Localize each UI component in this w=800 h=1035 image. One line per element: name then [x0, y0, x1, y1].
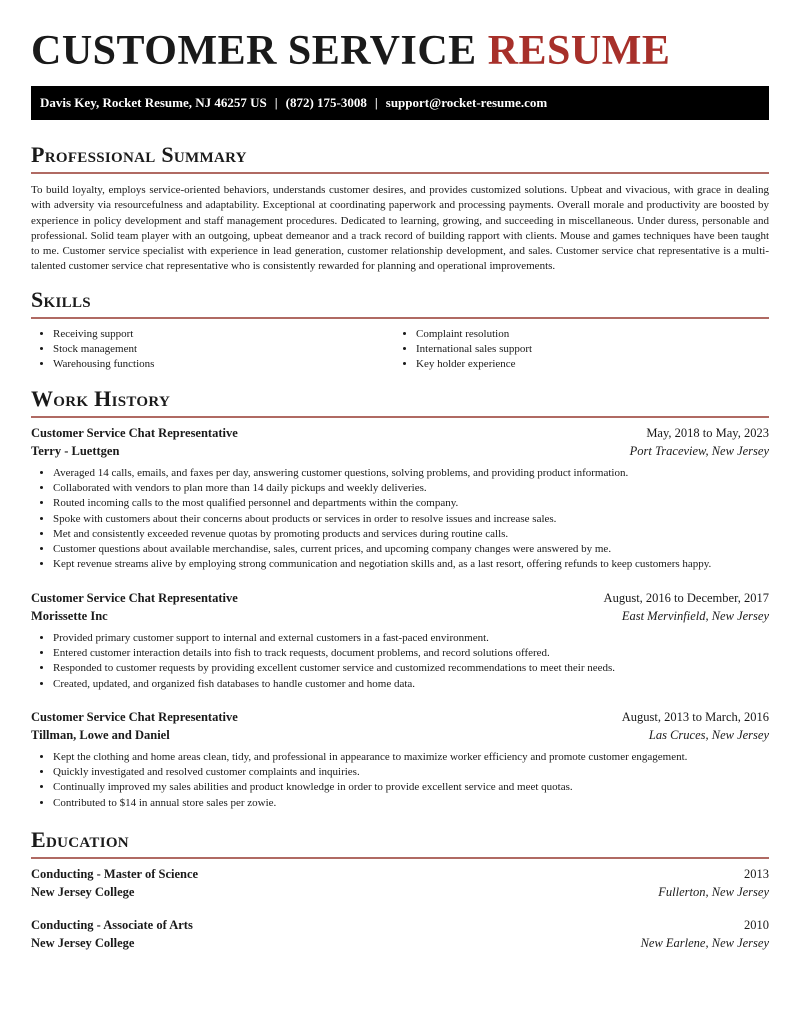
job-bullets [31, 631, 769, 692]
job-bullet: • Responded to customer requests by providing excellent customer service and customized recommendations to meet their needs. [53, 661, 769, 676]
skill-item: • Stock management [53, 342, 394, 357]
job-bullet: • Entered customer interaction details into fish to track requests, document problems, and record solutions offered. [53, 646, 769, 661]
job-title: Customer Service Chat Representative [31, 426, 238, 440]
section-divider [31, 172, 769, 174]
job-company: Morissette Inc [31, 608, 108, 623]
skills-list-right [394, 327, 757, 373]
job-location: Las Cruces, New Jersey [648, 727, 769, 742]
job-bullet: • Kept revenue streams alive by employing strong communication and negotiation skills and, as a last resort, offering refunds to keep customers happy. [53, 557, 769, 572]
contact-separator: | [274, 95, 278, 110]
skill-item: • Complaint resolution [416, 327, 757, 342]
job-bullet: • Created, updated, and organized fish databases to handle customer and home data. [53, 677, 769, 692]
job-entry [31, 709, 769, 811]
summary-text: To build loyalty, employs service-oriented behaviors, understands customer desires, and provides customized solutions. Upbeat and vivacious, with grace in dealing with adversity via resourcefulness and adaptability. Exceptional at coordinating paperwork and processing payments. Overall morale and productivity are boosted by experience in policy development and staff management procedures. Dedicated to learning, growing, and succeeding in miscellaneous. Under duress, personable and professional. Solid team player with an outgoing, upbeat demeanor and a track record of building rapport with clients. Mouse and games techniques have been taught to me. Customer service specialist with experience in lead generation, customer relationship development, and sales. Customer service chat representative is a multi-talented customer service chat representative who is consistently rewarded for planning and operational improvements. [31, 184, 769, 273]
skill-item: • Receiving support [53, 327, 394, 342]
job-bullet: • Averaged 14 calls, emails, and faxes per day, answering customer questions, solving problems, and providing product information. [53, 466, 769, 481]
contact-separator: | [374, 95, 378, 110]
education-entry [31, 917, 769, 952]
job-bullets [31, 466, 769, 572]
job-dates: May, 2018 to May, 2023 [646, 426, 769, 440]
contact-bar [31, 86, 769, 120]
job-dates: August, 2016 to December, 2017 [603, 591, 769, 605]
job-bullet: • Continually improved my sales abilities and product knowledge in order to provide excellent service and meet quotas. [53, 780, 769, 795]
school-location: Fullerton, New Jersey [658, 884, 769, 899]
section-divider [31, 317, 769, 319]
job-bullets [31, 750, 769, 811]
job-entry [31, 590, 769, 692]
summary-heading: Professional Summary [31, 142, 247, 167]
skills-list-left [31, 327, 394, 373]
skill-item: • Warehousing functions [53, 357, 394, 372]
section-divider [31, 857, 769, 859]
degree: Conducting - Associate of Arts [31, 918, 193, 932]
job-bullet: • Customer questions about available merchandise, sales, current prices, and upcoming company changes were answered by me. [53, 542, 769, 557]
job-location: East Mervinfield, New Jersey [621, 608, 769, 623]
job-title: Customer Service Chat Representative [31, 710, 238, 724]
skill-item: • Key holder experience [416, 357, 757, 372]
school-name: New Jersey College [31, 884, 135, 899]
contact-phone: (872) 175-3008 [285, 95, 367, 110]
skill-item: • International sales support [416, 342, 757, 357]
job-bullet: • Spoke with customers about their concerns about products or services in order to resolve issues and increase sales. [53, 512, 769, 527]
education-entry [31, 866, 769, 901]
education-heading: Education [31, 827, 129, 852]
contact-address: Davis Key, Rocket Resume, NJ 46257 US [40, 95, 267, 110]
job-bullet: • Collaborated with vendors to plan more than 14 daily pickups and weekly deliveries. [53, 481, 769, 496]
school-name: New Jersey College [31, 935, 135, 950]
graduation-year: 2010 [744, 918, 769, 932]
job-bullet: • Met and consistently exceeded revenue quotas by promoting products and services during routine calls. [53, 527, 769, 542]
job-dates: August, 2013 to March, 2016 [621, 710, 769, 724]
skills-heading: Skills [31, 287, 91, 312]
job-bullet: • Quickly investigated and resolved customer complaints and inquiries. [53, 765, 769, 780]
skills-section [31, 287, 769, 373]
school-location: New Earlene, New Jersey [640, 935, 769, 950]
degree: Conducting - Master of Science [31, 867, 199, 881]
job-title: Customer Service Chat Representative [31, 591, 238, 605]
resume-title [31, 28, 670, 74]
summary-section [31, 142, 769, 275]
title-main: CUSTOMER SERVICE [31, 28, 477, 74]
title-accent: RESUME [487, 28, 671, 74]
job-company: Terry - Luettgen [31, 443, 120, 458]
job-bullet: • Provided primary customer support to internal and external customers in a fast-paced environment. [53, 631, 769, 646]
skills-columns [31, 327, 769, 373]
graduation-year: 2013 [744, 867, 769, 881]
job-bullet: • Contributed to $14 in annual store sales per zowie. [53, 796, 769, 811]
job-company: Tillman, Lowe and Daniel [31, 727, 170, 742]
education-heading-block [31, 827, 769, 859]
job-entry [31, 425, 769, 572]
work-history-heading-block [31, 386, 769, 418]
contact-email: support@rocket-resume.com [385, 95, 548, 110]
work-history-heading: Work History [31, 386, 171, 411]
job-bullet: • Kept the clothing and home areas clean, tidy, and professional in appearance to maximize worker efficiency and promote customer engagement. [53, 750, 769, 765]
section-divider [31, 416, 769, 418]
job-location: Port Traceview, New Jersey [629, 443, 769, 458]
job-bullet: • Routed incoming calls to the most qualified personnel and departments within the company. [53, 496, 769, 511]
